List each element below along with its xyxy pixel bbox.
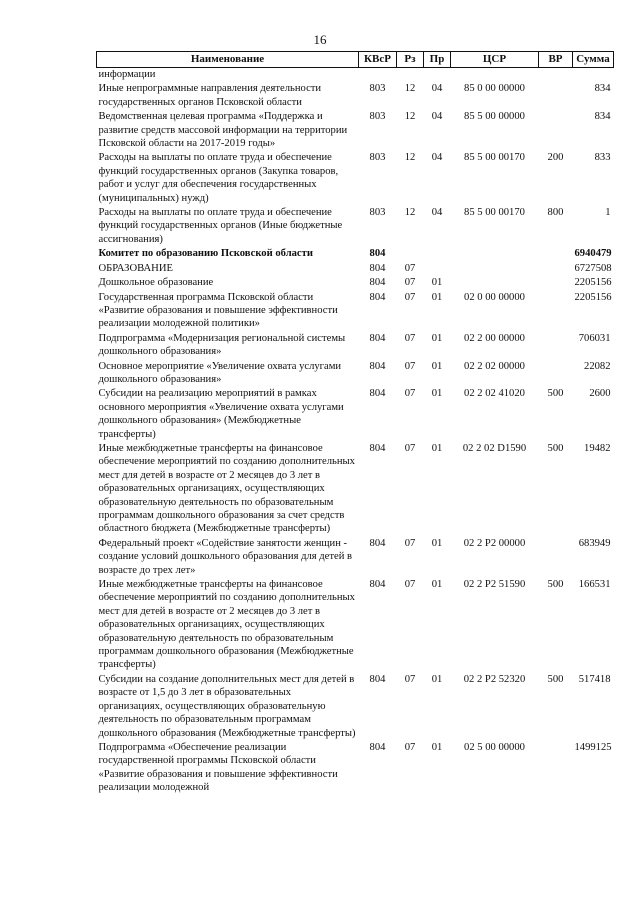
- table-header-row: [97, 52, 614, 68]
- cell-kvsr: 804: [369, 388, 386, 400]
- cell-sum: 19482: [584, 442, 611, 454]
- column-header-csr: ЦСР: [451, 52, 539, 68]
- cell-csr: 02 2 P2 51590: [463, 579, 526, 591]
- table-row: [97, 291, 614, 332]
- cell-csr: 02 2 02 41020: [464, 388, 525, 400]
- cell-csr: 02 2 P2 00000: [463, 537, 526, 549]
- cell-kvsr: 804: [369, 442, 386, 454]
- cell-sum: 2600: [589, 388, 611, 400]
- page-number: 16: [313, 32, 327, 47]
- cell-sum: 2205156: [574, 277, 612, 289]
- table-row: [97, 442, 614, 537]
- cell-csr: 02 0 00 00000: [464, 291, 525, 303]
- table-row: [97, 110, 614, 151]
- cell-sum: 22082: [584, 360, 611, 372]
- table-row: [97, 276, 614, 290]
- table-row: [97, 68, 614, 83]
- cell-rz: 07: [404, 741, 416, 753]
- cell-vr: [539, 110, 573, 151]
- cell-rz: 12: [404, 152, 416, 164]
- cell-kvsr: 803: [369, 207, 386, 219]
- cell-rz: 07: [404, 262, 416, 274]
- cell-kvsr: 804: [369, 360, 386, 372]
- cell-sum: 683949: [578, 537, 611, 549]
- cell-pr: 01: [431, 360, 443, 372]
- cell-rz: 07: [404, 442, 416, 454]
- cell-vr: [539, 276, 573, 290]
- cell-csr: [451, 262, 539, 276]
- column-header-sum: Сумма: [573, 52, 614, 68]
- cell-rz: 12: [404, 83, 416, 95]
- cell-csr: 02 5 00 00000: [464, 741, 525, 753]
- cell-name: Расходы на выплаты по оплате труда и обеспечение функций государственных органов (Закупка товаров, работ и услуг для обеспечения государственных (муниципальных) нужд): [98, 152, 339, 204]
- cell-pr: [424, 262, 451, 276]
- cell-rz: 07: [404, 388, 416, 400]
- cell-pr: 01: [431, 388, 443, 400]
- cell-vr: 800: [547, 207, 564, 219]
- cell-vr: [539, 247, 573, 261]
- table-row: [97, 537, 614, 578]
- table-row: [97, 82, 614, 110]
- cell-name: Субсидии на реализацию мероприятий в рамках основного мероприятия «Увеличение охвата услугами дошкольного образования» (Межбюджетные трансферты): [98, 388, 344, 440]
- cell-vr: [539, 332, 573, 360]
- cell-kvsr: 803: [369, 83, 386, 95]
- cell-sum: 6727508: [574, 262, 612, 274]
- cell-vr: 200: [547, 152, 564, 164]
- table-row: [97, 206, 614, 247]
- table-row: [97, 578, 614, 673]
- cell-vr: [539, 82, 573, 110]
- cell-rz: 12: [404, 207, 416, 219]
- table-row: [97, 673, 614, 741]
- cell-name: Подпрограмма «Обеспечение реализации государственной программы Псковской области «Развитие образования и повышение эффективности реализации молодежной: [98, 741, 338, 794]
- cell-pr: 04: [431, 152, 443, 164]
- column-header-name: Наименование: [97, 52, 359, 68]
- cell-rz: [397, 247, 424, 261]
- cell-kvsr: 804: [369, 248, 386, 260]
- cell-pr: 01: [431, 673, 443, 685]
- table-row: [97, 360, 614, 388]
- cell-name: ОБРАЗОВАНИЕ: [98, 262, 173, 274]
- cell-vr: [539, 68, 573, 83]
- cell-pr: 04: [431, 111, 443, 123]
- cell-name: Субсидии на создание дополнительных мест для детей в возрасте от 1,5 до 3 лет в образовательных организациях, осуществляющих образовательную деятельность по образовательным программам дошкольного образования (Межбюджетные трансферты): [98, 673, 356, 739]
- cell-pr: 01: [431, 291, 443, 303]
- budget-table: [96, 51, 614, 796]
- cell-kvsr: 804: [369, 741, 386, 753]
- cell-name: Дошкольное образование: [98, 277, 214, 289]
- cell-csr: 85 0 00 00000: [464, 83, 525, 95]
- cell-rz: 07: [404, 360, 416, 372]
- cell-vr: 500: [547, 673, 564, 685]
- cell-csr: 02 2 P2 52320: [463, 673, 526, 685]
- cell-pr: 01: [431, 277, 443, 289]
- cell-pr: 01: [431, 741, 443, 753]
- table-body: [97, 68, 614, 796]
- cell-csr: [451, 247, 539, 261]
- cell-name: Иные непрограммные направления деятельности государственных органов Псковской области: [98, 83, 322, 108]
- cell-sum: 166531: [578, 579, 611, 591]
- cell-name: Иные межбюджетные трансферты на финансовое обеспечение мероприятий по созданию дополнительных мест для детей в возрасте от 2 месяцев до 3 лет в образовательных организациях, осуществляющих образовательную деятельность по образовательным программам дошкольного образования (Межбюджетные трансферты): [98, 579, 355, 671]
- cell-rz: 07: [404, 537, 416, 549]
- table-row: [97, 387, 614, 442]
- cell-rz: 12: [404, 111, 416, 123]
- column-header-kvsr: КВсР: [359, 52, 397, 68]
- cell-kvsr: 804: [369, 673, 386, 685]
- cell-pr: [424, 68, 451, 83]
- cell-rz: [397, 68, 424, 83]
- cell-name: Государственная программа Псковской области «Развитие образования и повышение эффективности реализации молодежной политики»: [98, 291, 338, 330]
- cell-csr: [451, 276, 539, 290]
- cell-vr: [539, 360, 573, 388]
- cell-kvsr: 803: [369, 152, 386, 164]
- cell-name: Комитет по образованию Псковской области: [98, 248, 313, 260]
- cell-rz: 07: [404, 332, 416, 344]
- cell-sum: 517418: [578, 673, 611, 685]
- cell-kvsr: 803: [369, 111, 386, 123]
- cell-kvsr: 804: [369, 579, 386, 591]
- cell-pr: 01: [431, 579, 443, 591]
- cell-rz: 07: [404, 673, 416, 685]
- cell-vr: 500: [547, 442, 564, 454]
- cell-csr: 02 2 02 00000: [464, 360, 525, 372]
- column-header-pr: Пр: [424, 52, 451, 68]
- cell-csr: 85 5 00 00170: [464, 152, 525, 164]
- cell-csr: [451, 68, 539, 83]
- cell-csr: 02 2 00 00000: [464, 332, 525, 344]
- table-row: [97, 741, 614, 796]
- cell-pr: 01: [431, 537, 443, 549]
- cell-name: Ведомственная целевая программа «Поддержка и развитие средств массовой информации на территории Псковской области на 2017-2019 годы»: [98, 111, 348, 150]
- column-header-vr: ВР: [539, 52, 573, 68]
- cell-sum: 1499125: [574, 741, 612, 753]
- cell-rz: 07: [404, 291, 416, 303]
- cell-vr: 500: [547, 388, 564, 400]
- cell-csr: 85 5 00 00170: [464, 207, 525, 219]
- cell-sum: [573, 68, 614, 83]
- cell-name: Иные межбюджетные трансферты на финансовое обеспечение мероприятий по созданию дополнительных мест для детей в возрасте от 2 месяцев до 3 лет в образовательных организациях, осуществляющих образовательную деятельность по образовательным программам дошкольного образования за счет средств областного бюджета (Межбюджетные трансферты): [98, 442, 355, 535]
- cell-sum: 833: [594, 152, 611, 164]
- cell-sum: 706031: [578, 332, 611, 344]
- cell-vr: [539, 741, 573, 796]
- table-row: [97, 151, 614, 206]
- cell-pr: 04: [431, 207, 443, 219]
- cell-name: Подпрограмма «Модернизация региональной системы дошкольного образования»: [98, 332, 346, 358]
- table-row: [97, 247, 614, 261]
- cell-kvsr: [359, 68, 397, 83]
- cell-name: Федеральный проект «Содействие занятости женщин - создание условий дошкольного образования для детей в возрасте до трех лет»: [98, 537, 353, 576]
- cell-csr: 02 2 02 D1590: [462, 442, 527, 454]
- cell-sum: 834: [594, 83, 611, 95]
- cell-sum: 6940479: [574, 248, 612, 260]
- cell-pr: 01: [431, 332, 443, 344]
- cell-sum: 2205156: [574, 291, 612, 303]
- cell-vr: [539, 537, 573, 578]
- cell-sum: 1: [605, 207, 611, 219]
- cell-pr: [424, 247, 451, 261]
- cell-kvsr: 804: [369, 537, 386, 549]
- table-row: [97, 262, 614, 276]
- cell-name: Расходы на выплаты по оплате труда и обеспечение функций государственных органов (Иные бюджетные ассигнования): [98, 207, 343, 245]
- cell-rz: 07: [404, 579, 416, 591]
- cell-vr: [539, 291, 573, 332]
- cell-csr: 85 5 00 00000: [464, 111, 525, 123]
- cell-vr: 500: [547, 579, 564, 591]
- cell-kvsr: 804: [369, 262, 386, 274]
- cell-kvsr: 804: [369, 332, 386, 344]
- cell-pr: 01: [431, 442, 443, 454]
- table-row: [97, 332, 614, 360]
- cell-kvsr: 804: [369, 277, 386, 289]
- cell-rz: 07: [404, 277, 416, 289]
- cell-sum: 834: [594, 111, 611, 123]
- cell-name: Основное мероприятие «Увеличение охвата услугами дошкольного образования»: [98, 360, 342, 385]
- cell-kvsr: 804: [369, 291, 386, 303]
- cell-name: информации: [98, 69, 156, 80]
- cell-pr: 04: [431, 83, 443, 95]
- column-header-rz: Рз: [397, 52, 424, 68]
- cell-vr: [539, 262, 573, 276]
